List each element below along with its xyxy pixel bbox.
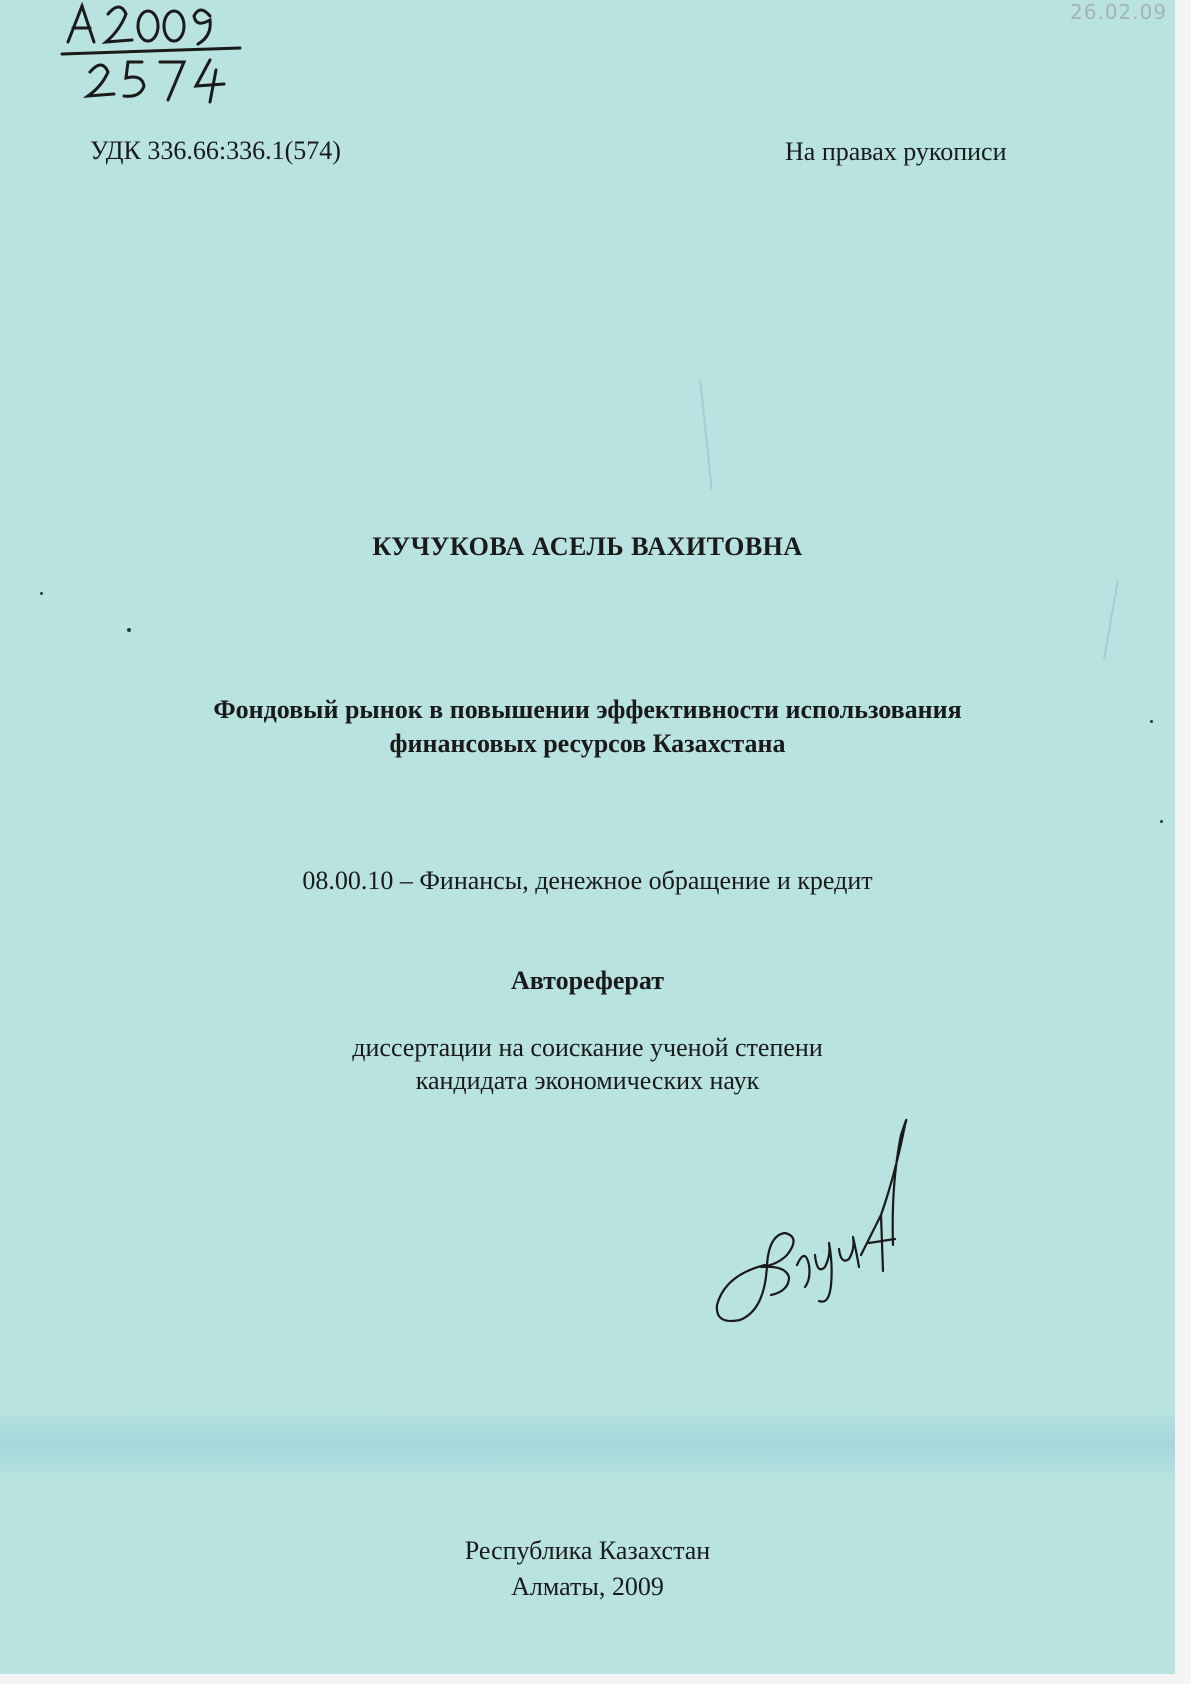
thesis-title-line-1: Фондовый рынок в повышении эффективности использования — [213, 695, 962, 724]
handwritten-catalog-note — [60, 0, 250, 110]
udk-code: УДК 336.66:336.1(574) — [90, 136, 341, 165]
scan-speck — [1160, 820, 1163, 823]
handnote-digit-0a — [138, 11, 158, 41]
scan-scratch — [1103, 580, 1119, 659]
handnote-digit-5 — [124, 62, 144, 96]
author-signature — [705, 1115, 925, 1335]
author-name: КУЧУКОВА АСЕЛЬ ВАХИТОВНА — [372, 532, 803, 561]
corner-date-stamp: 26.02.09 — [1070, 0, 1168, 24]
handnote-letter-a — [68, 6, 94, 42]
handnote-digit-9 — [194, 10, 210, 44]
degree-description-line-2: кандидата экономических наук — [415, 1066, 760, 1095]
handnote-digit-2b — [88, 65, 114, 96]
handnote-digit-4 — [196, 60, 224, 102]
country: Республика Казахстан — [464, 1536, 711, 1565]
handnote-digit-7 — [160, 62, 184, 100]
scan-speck — [40, 592, 43, 595]
handnote-digit-0b — [164, 11, 184, 41]
handnote-digit-2 — [106, 7, 132, 42]
scan-edge-bottom — [0, 1674, 1191, 1684]
manuscript-rights-label: На правах рукописи — [785, 137, 1007, 166]
thesis-title-line-2: финансовых ресурсов Казахстана — [389, 729, 786, 758]
degree-description-line-1: диссертации на соискание ученой степени — [352, 1033, 823, 1062]
specialty-code: 08.00.10 – Финансы, денежное обращение и кредит — [302, 866, 873, 895]
scan-shading-band — [0, 1410, 1175, 1480]
scan-scratch — [699, 380, 712, 490]
city-year: Алматы, 2009 — [511, 1572, 664, 1601]
scan-speck — [1150, 720, 1153, 723]
handnote-fraction-line — [62, 48, 240, 54]
scan-speck — [127, 628, 131, 632]
scan-edge-right — [1175, 0, 1191, 1684]
document-type: Автореферат — [510, 966, 664, 995]
